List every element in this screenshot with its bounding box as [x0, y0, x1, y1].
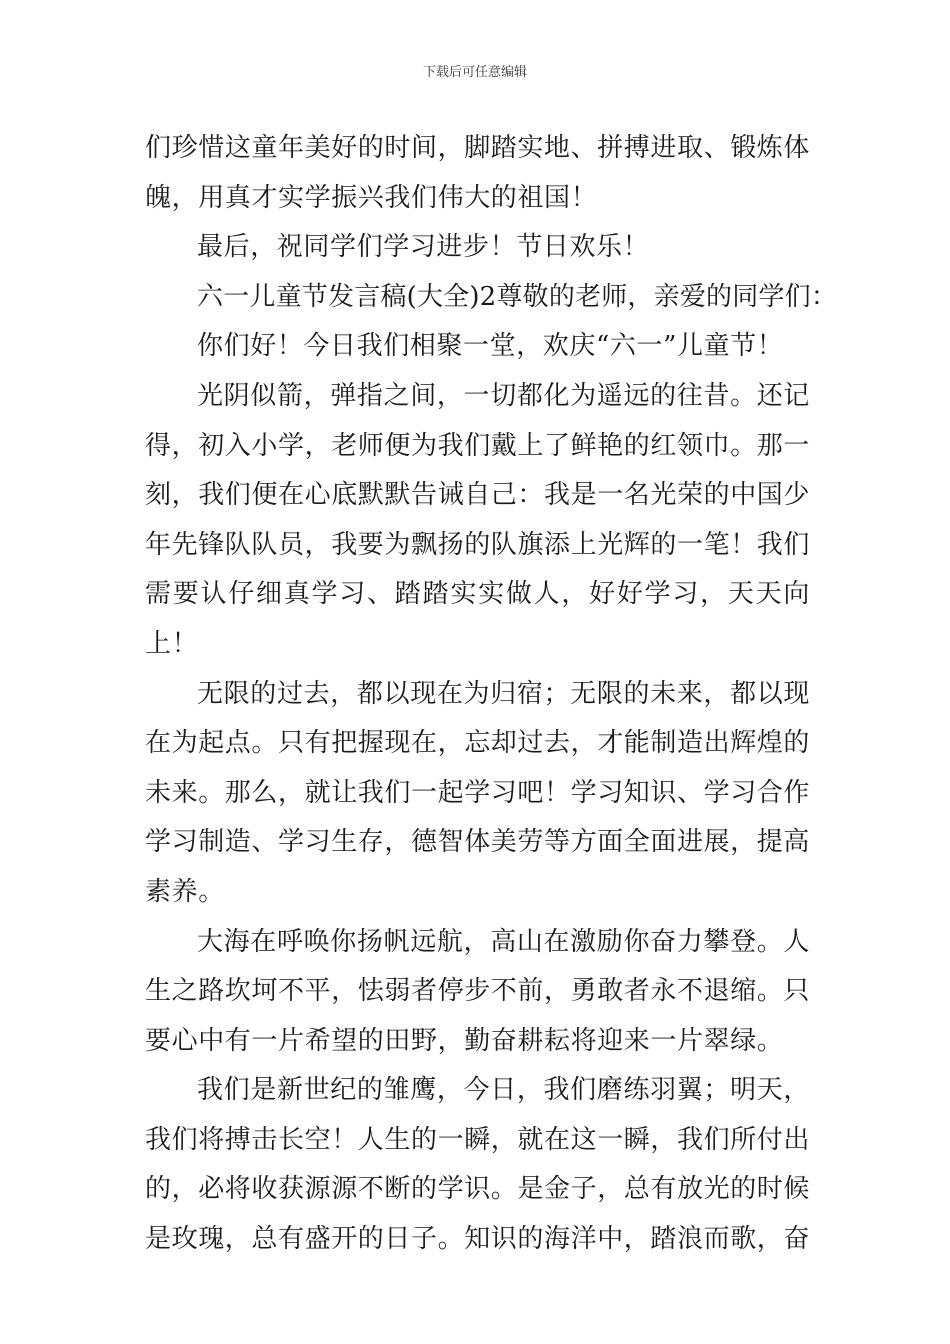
paragraph-7: 大海在呼唤你扬帆远航，高山在激励你奋力攀登。人生之路坎坷不平，怯弱者停步不前，勇敢者永不退缩。只要心中有一片希望的田野，勤奋耕耘将迎来一片翠绿。 — [145, 926, 811, 1056]
page-header: 下载后可任意编辑 — [422, 65, 527, 80]
paragraph-5: 光阴似箭，弹指之间，一切都化为遥远的往昔。还记得，初入小学，老师便为我们戴上了鲜艳的红领巾。那一刻，我们便在心底默默告诫自己：我是一名光荣的中国少年先锋队队员，我要为飘扬的队旗添上光辉的一笔！我们需要认仔细真学习、踏踏实实做人，好好学习，天天向上！ — [145, 380, 811, 659]
paragraph-1: 们珍惜这童年美好的时间，脚踏实地、拼搏进取、锻炼体魄，用真才实学振兴我们伟大的祖国！ — [145, 133, 811, 213]
document-body — [145, 124, 838, 1265]
paragraph-4: 你们好！今日我们相聚一堂，欢庆“六一”儿童节！ — [197, 331, 784, 362]
paragraph-3: 六一儿童节发言稿(大全)2尊敬的老师，亲爱的同学们： — [197, 281, 838, 312]
paragraph-2: 最后，祝同学们学习进步！节日欢乐！ — [197, 232, 650, 263]
paragraph-6: 无限的过去，都以现在为归宿；无限的未来，都以现在为起点。只有把握现在，忘却过去，才能制造出辉煌的未来。那么，就让我们一起学习吧！学习知识、学习合作学习制造、学习生存，德智体美劳等方面全面进展，提高素养。 — [145, 678, 811, 907]
paragraph-8: 我们是新世纪的雏鹰，今日，我们磨练羽翼；明天，我们将搏击长空！人生的一瞬，就在这一瞬，我们所付出的，必将收获源源不断的学识。是金子，总有放光的时候是玫瑰，总有盛开的日子。知识的海洋中，踏浪而歌，奋 — [145, 1075, 811, 1255]
